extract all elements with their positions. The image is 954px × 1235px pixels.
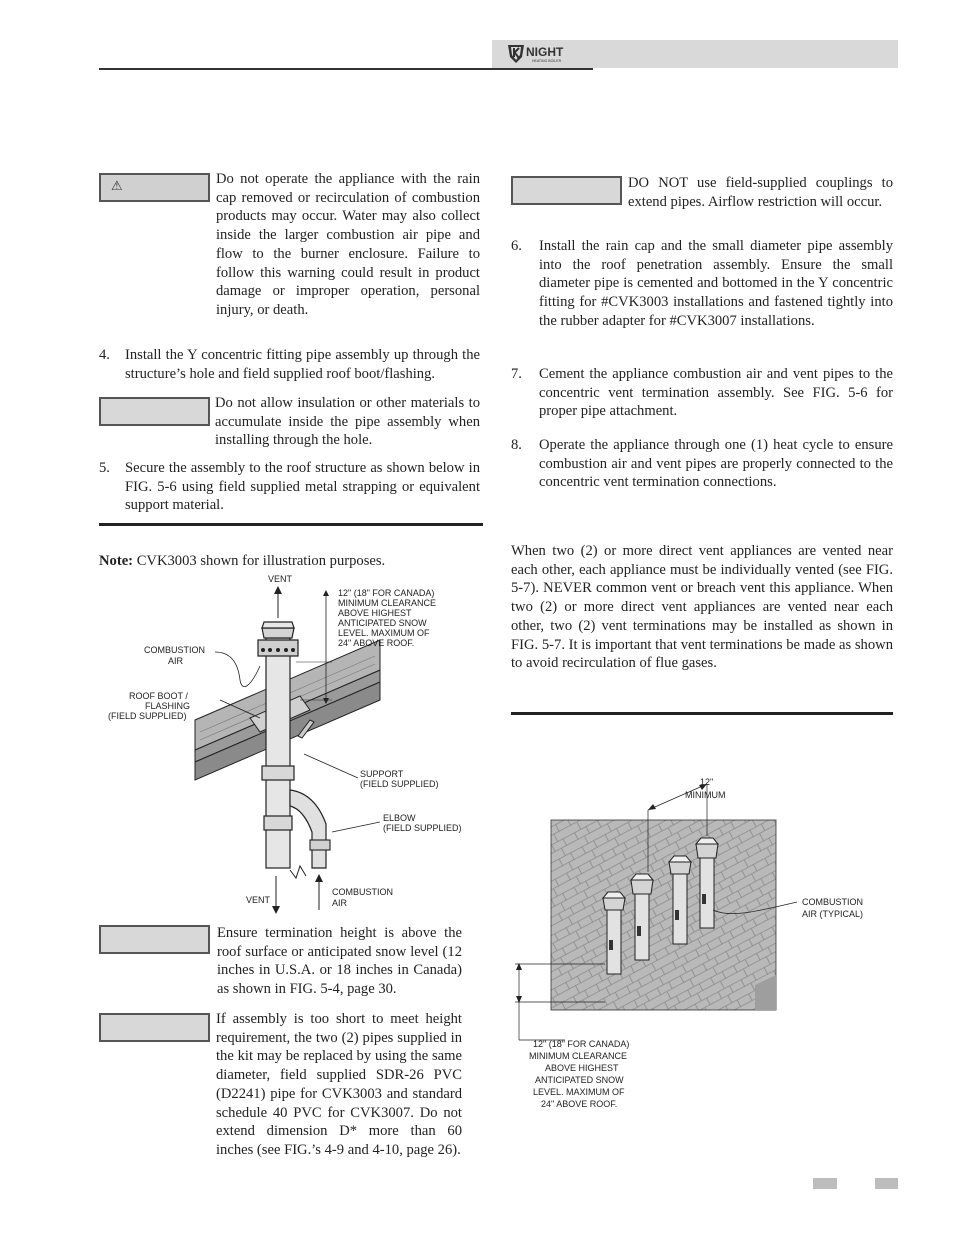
figure-note: [99, 553, 385, 570]
svg-text:HEATING BOILER: HEATING BOILER: [532, 59, 562, 63]
section-rule-right: [511, 712, 893, 715]
figure-5-6: [100, 570, 480, 920]
step-8-text: Operate the appliance through one (1) heat cycle to ensure combustion air and vent pipes are properly connected to the concentric vent termination connections.: [539, 437, 893, 491]
step-8-number: 8.: [511, 437, 522, 453]
step-6-number: 6.: [511, 238, 522, 254]
fig57-label-minimum-1: 12": [700, 777, 714, 787]
step-5-text: Secure the assembly to the roof structure as shown below in FIG. 5-6 using field supplied metal strapping or equivalent support material.: [125, 460, 480, 514]
step-6-text: Install the rain cap and the small diameter pipe assembly into the roof penetration assembly. Ensure the small diameter pipe is cemented and bottomed in the Y concentric fitting for #CVK3003 installations and fastened tightly into the rubber adapter for #CVK3007 installations.: [539, 238, 893, 329]
multiple-vent-text: When two (2) or more direct vent appliances are vented near each other, each appliance must be individually vented (see FIG. 5-7). NEVER common vent or breach vent this appliance. When two (2) or more direct vent appliances are vented near each other, two (2) vent terminations may be installed as shown in FIG. 5-7. It is important that vent terminations be made as shown to avoid recirculation of flue gases.: [511, 543, 893, 672]
step-7-number: 7.: [511, 366, 522, 382]
fig56-label-combustion-bottom-2: AIR: [332, 898, 348, 908]
fig56-label-support-2: (FIELD SUPPLIED): [360, 779, 439, 789]
note-text: CVK3003 shown for illustration purposes.: [136, 553, 386, 569]
fig56-label-clearance-3: ABOVE HIGHEST: [338, 608, 412, 618]
section-rule-left: [99, 523, 483, 526]
fig57-label-clearance-1: 12" (18" FOR CANADA): [533, 1039, 630, 1049]
svg-text:NIGHT: NIGHT: [526, 45, 564, 59]
fig57-label-clearance-4: ANTICIPATED SNOW: [535, 1075, 624, 1085]
fig57-label-minimum-2: MINIMUM: [685, 790, 726, 800]
knight-logo: [506, 43, 586, 65]
fig56-label-roof-boot-2: FLASHING: [145, 701, 191, 711]
step-5-number: 5.: [99, 460, 110, 476]
notice-1-text: Do not allow insulation or other materials to accumulate inside the pipe assembly when installing through the hole.: [215, 395, 480, 449]
step-4-number: 4.: [99, 347, 110, 363]
notice-couplings-text: DO NOT use field-supplied couplings to extend pipes. Airflow restriction will occur.: [628, 175, 893, 210]
fig56-label-roof-boot-3: (FIELD SUPPLIED): [108, 711, 187, 721]
note-label: Note:: [99, 553, 134, 569]
fig57-label-clearance-6: 24" ABOVE ROOF.: [541, 1099, 618, 1109]
notice-callout-3: [99, 1013, 210, 1042]
notice-3-text: If assembly is too short to meet height requirement, the two (2) pipes supplied in the kit may be replaced by using the same diameter, field supplied SDR-26 PVC (D2241) pipe for CVK3003 and standard schedule 40 PVC for CVK3007. Do not extend dimension D* more than 60 inches (see FIG.’s 4-9 and 4-10, page 26).: [216, 1011, 462, 1158]
fig56-label-vent-bottom: VENT: [246, 895, 271, 905]
fig56-label-vent-top: VENT: [268, 574, 293, 584]
fig56-label-elbow-1: ELBOW: [383, 813, 416, 823]
fig56-label-clearance-5: LEVEL. MAXIMUM OF: [338, 628, 430, 638]
notice-2-text: Ensure termination height is above the roof surface or anticipated snow level (12 inches in U.S.A. or 18 inches in Canada) as shown in FIG. 5-4, page 30.: [217, 925, 462, 998]
fig57-label-clearance-5: LEVEL. MAXIMUM OF: [533, 1087, 625, 1097]
fig57-label-combustion-air-1: COMBUSTION: [802, 897, 864, 907]
fig56-label-roof-boot-1: ROOF BOOT /: [129, 691, 188, 701]
header-rule: [99, 68, 593, 70]
fig56-label-elbow-2: (FIELD SUPPLIED): [383, 823, 462, 833]
footer-tab-left: [813, 1178, 837, 1189]
fig56-label-combustion-1: COMBUSTION: [144, 645, 206, 655]
notice-callout-2: [99, 925, 210, 954]
fig57-label-combustion-air-2: AIR (TYPICAL): [802, 909, 864, 919]
fig57-label-clearance-2: MINIMUM CLEARANCE: [529, 1051, 628, 1061]
figure-5-7: [505, 770, 895, 1115]
fig56-label-combustion-bottom-1: COMBUSTION: [332, 887, 394, 897]
fig57-label-clearance-3: ABOVE HIGHEST: [545, 1063, 619, 1073]
warning-icon: ⚠: [111, 179, 123, 194]
step-7-text: Cement the appliance combustion air and vent pipes to the concentric vent termination assembly. See FIG. 5-6 for proper pipe attachment.: [539, 366, 893, 420]
fig56-label-clearance-6: 24" ABOVE ROOF.: [338, 638, 415, 648]
fig56-label-support-1: SUPPORT: [360, 769, 404, 779]
fig56-label-clearance-2: MINIMUM CLEARANCE: [338, 598, 437, 608]
notice-callout-1: [99, 397, 210, 426]
notice-callout-couplings: [511, 176, 622, 205]
warning-text: Do not operate the appliance with the rain cap removed or recirculation of combustion products may occur. Water may also collect inside the larger combustion air pipe and flow to the burner enclosure. Failure to follow this warning could result in product damage or improper operation, personal injury, or death.: [216, 171, 480, 318]
fig56-label-combustion-2: AIR: [168, 656, 184, 666]
step-4-text: Install the Y concentric fitting pipe assembly up through the structure’s hole and field supplied roof boot/flashing.: [125, 347, 480, 382]
fig56-label-clearance-4: ANTICIPATED SNOW: [338, 618, 427, 628]
fig56-label-clearance-1: 12" (18" FOR CANADA): [338, 588, 435, 598]
footer-tab-right: [875, 1178, 898, 1189]
warning-callout: [99, 173, 210, 202]
